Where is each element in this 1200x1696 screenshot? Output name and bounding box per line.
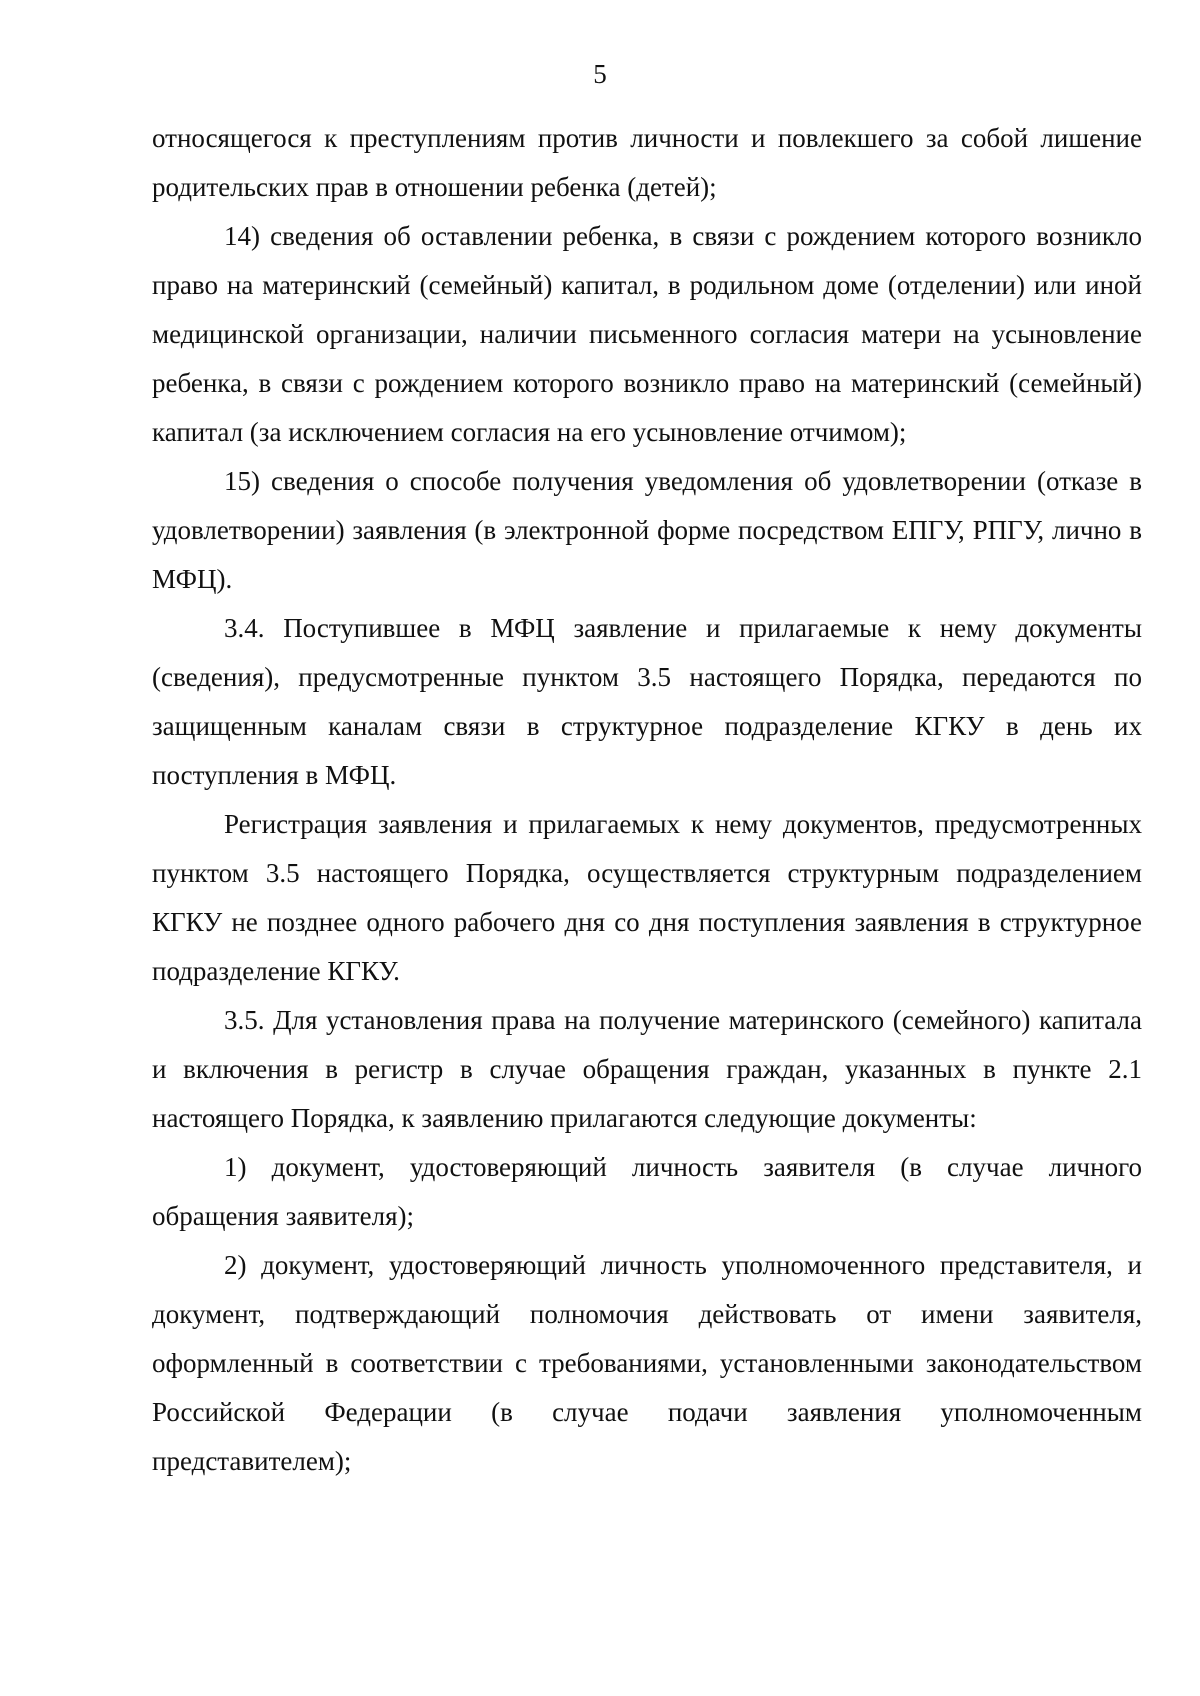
- paragraph-list-item-1: 1) документ, удостоверяющий личность заявителя (в случае личного обращения заявителя);: [152, 1152, 1142, 1231]
- paragraph-continuation: относящегося к преступлениям против личности и повлекшего за собой лишение родительских прав в отношении ребенка (детей);: [152, 123, 1142, 202]
- paragraph-item-15: 15) сведения о способе получения уведомления об удовлетворении (отказе в удовлетворении) заявления (в электронной форме посредством ЕПГУ, РПГУ, лично в МФЦ).: [152, 466, 1142, 594]
- paragraph-item-14: 14) сведения об оставлении ребенка, в связи с рождением которого возникло право на материнский (семейный) капитал, в родильном доме (отделении) или иной медицинской организации, наличии письменного согласия матери на усыновление ребенка, в связи с рождением которого возникло право на материнский (семейный) капитал (за исключением согласия на его усыновление отчимом);: [152, 221, 1142, 447]
- paragraph-list-item-2: 2) документ, удостоверяющий личность уполномоченного представителя, и документ, подтверждающий полномочия действовать от имени заявителя, оформленный в соответствии с требованиями, установленными законодательством Российской Федерации (в случае подачи заявления уполномоченным представителем);: [152, 1250, 1142, 1476]
- paragraph-section-3-4: 3.4. Поступившее в МФЦ заявление и прилагаемые к нему документы (сведения), предусмотренные пунктом 3.5 настоящего Порядка, передаются по защищенным каналам связи в структурное подразделение КГКУ в день их поступления в МФЦ.: [152, 613, 1142, 790]
- document-body: [152, 114, 1142, 1486]
- page-number: 5: [593, 59, 607, 89]
- paragraph-registration: Регистрация заявления и прилагаемых к нему документов, предусмотренных пунктом 3.5 настоящего Порядка, осуществляется структурным подразделением КГКУ не позднее одного рабочего дня со дня поступления заявления в структурное подразделение КГКУ.: [152, 809, 1142, 986]
- paragraph-section-3-5: 3.5. Для установления права на получение материнского (семейного) капитала и включения в регистр в случае обращения граждан, указанных в пункте 2.1 настоящего Порядка, к заявлению прилагаются следующие документы:: [152, 1005, 1142, 1133]
